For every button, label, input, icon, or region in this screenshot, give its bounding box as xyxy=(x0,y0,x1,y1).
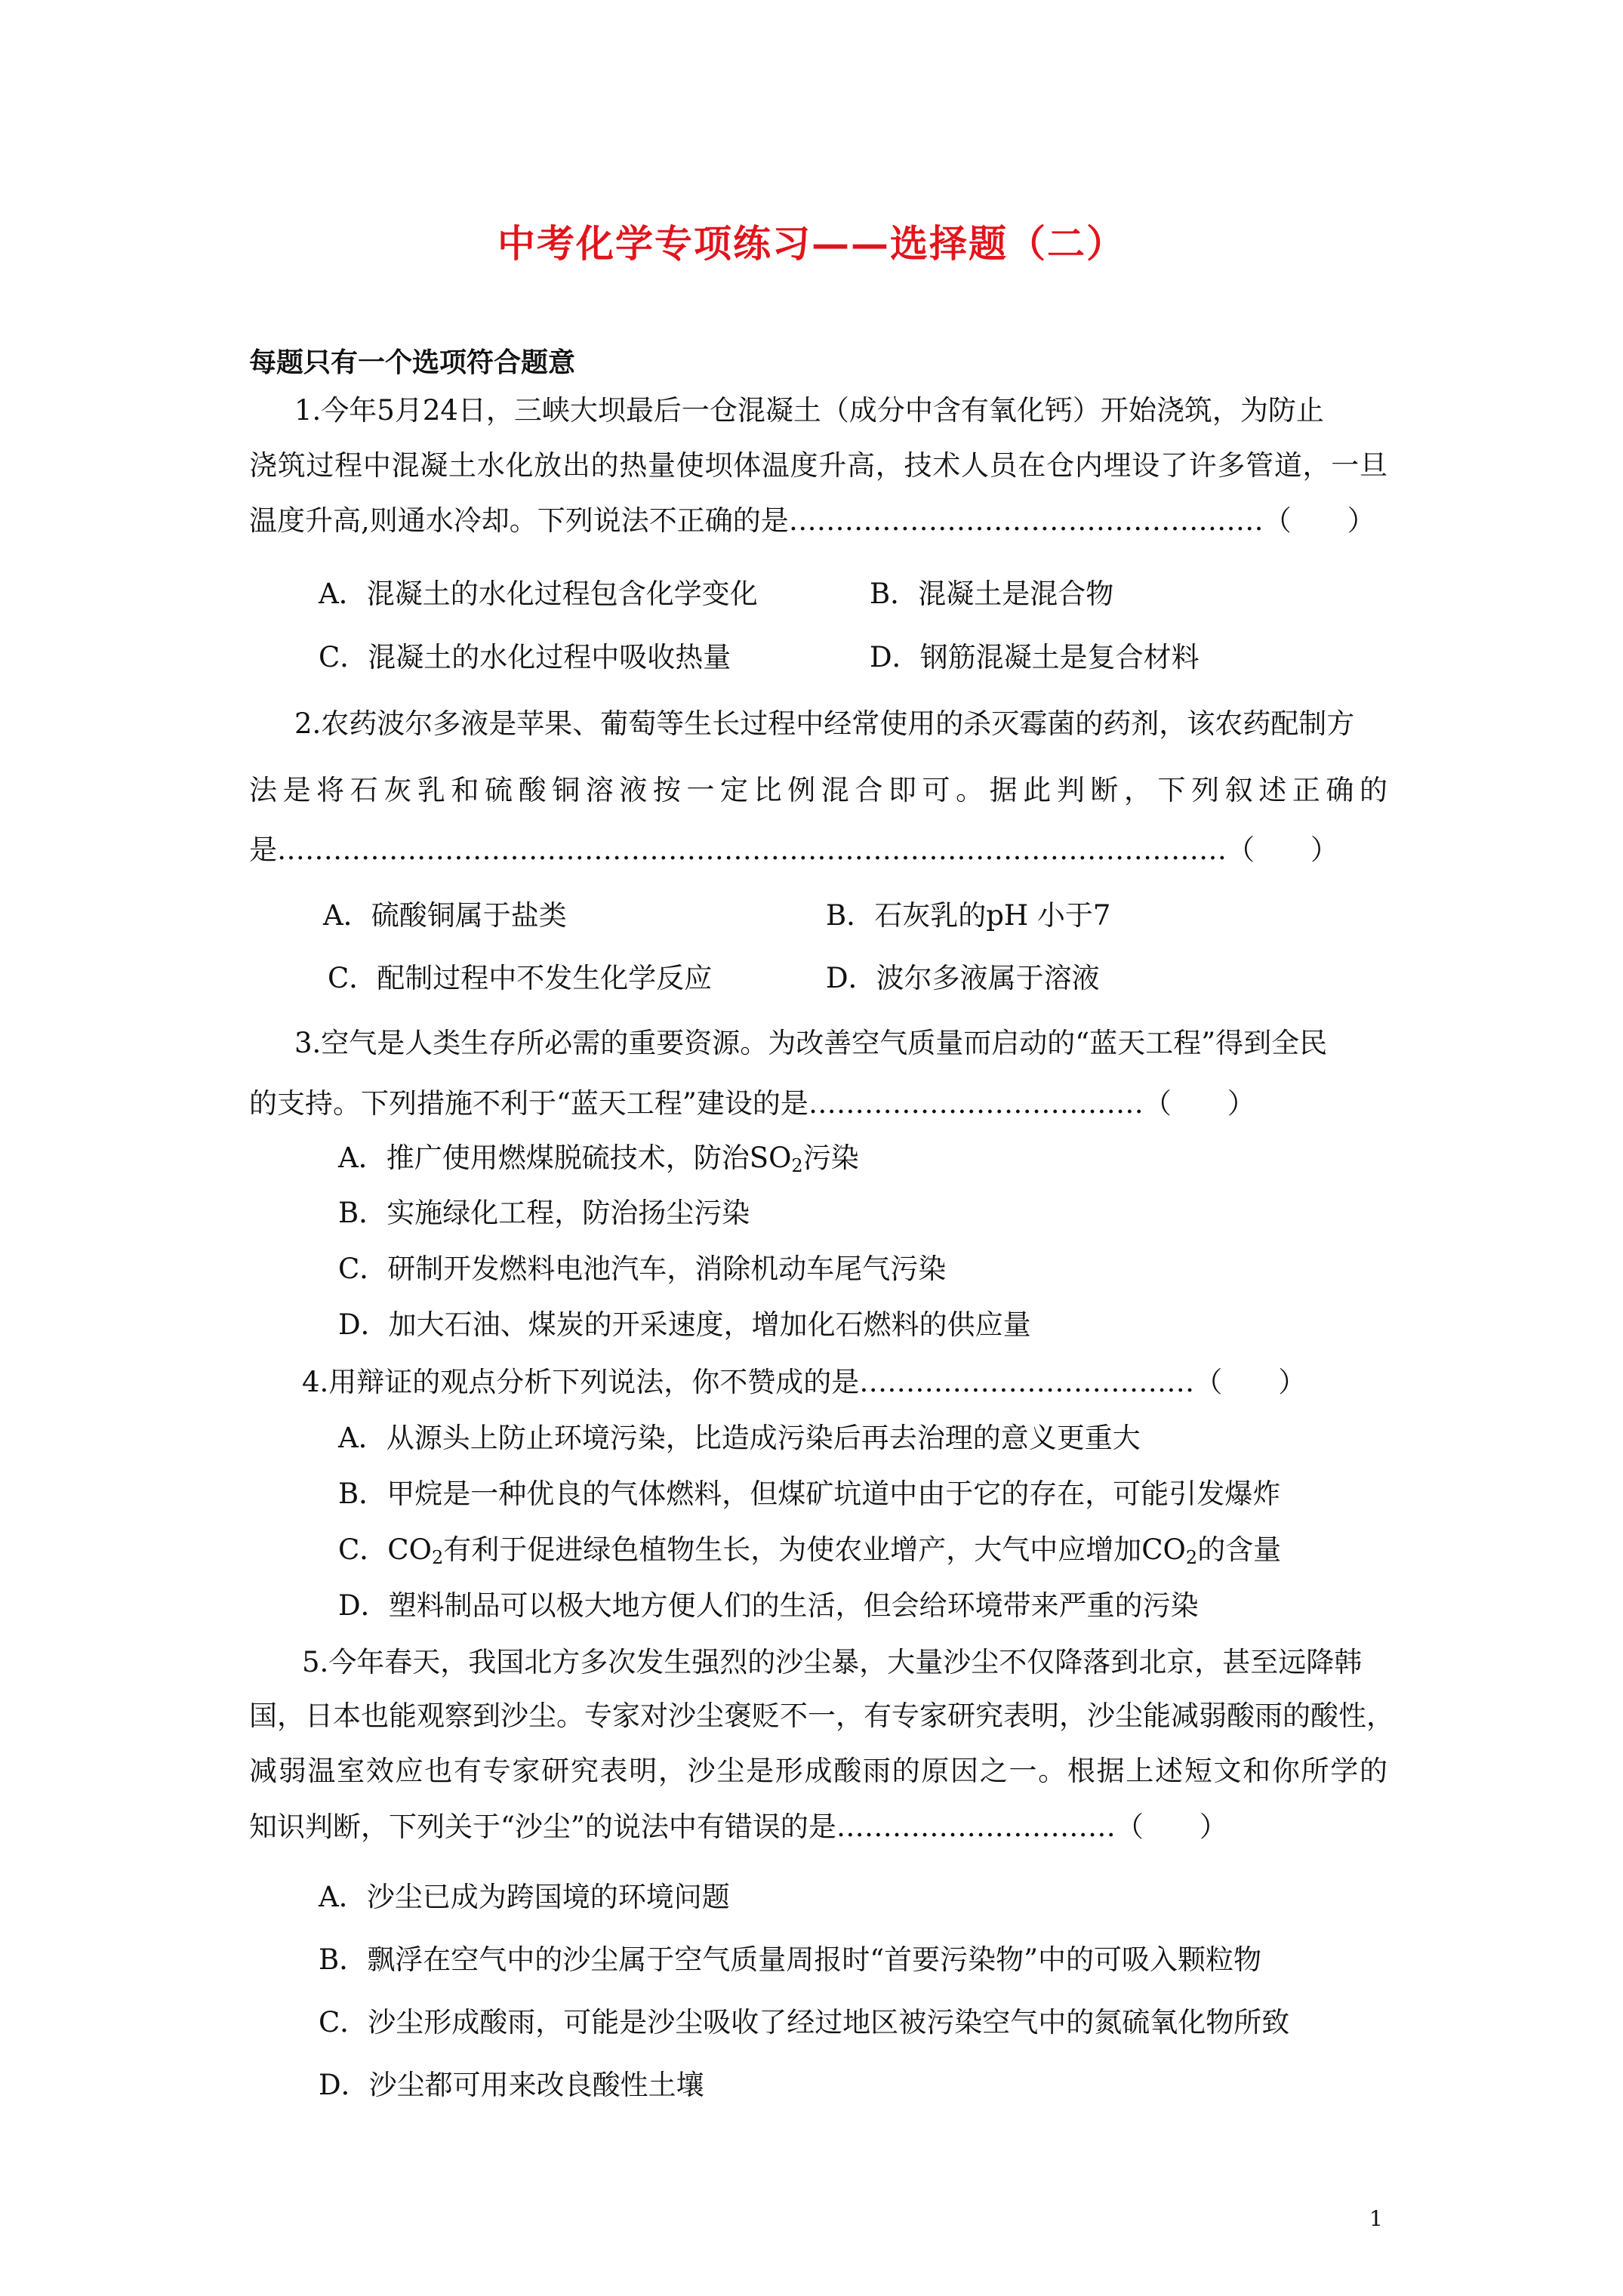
q4-line1: 4.用辩证的观点分析下列说法，你不赞成的是………………………………（ ） xyxy=(302,1366,1307,1398)
q1-line1: 1.今年5月24日，三峡大坝最后一仓混凝土（成分中含有氧化钙）开始浇筑，为防止 xyxy=(294,394,1324,427)
q1-option-c: C．混凝土的水化过程中吸收热量 xyxy=(319,641,731,673)
q5-line2: 国，日本也能观察到沙尘。专家对沙尘褒贬不一，有专家研究表明，沙尘能减弱酸雨的酸性， xyxy=(249,1700,1394,1732)
q3-option-d: D．加大石油、煤炭的开采速度，增加化石燃料的供应量 xyxy=(338,1308,1031,1341)
q4-option-d: D．塑料制品可以极大地方便人们的生活，但会给环境带来严重的污染 xyxy=(338,1589,1199,1622)
q1-option-d: D．钢筋混凝土是复合材料 xyxy=(870,641,1200,673)
q2-option-d: D．波尔多液属于溶液 xyxy=(826,962,1100,994)
q5-line3: 减弱温室效应也有专家研究表明，沙尘是形成酸雨的原因之一。根据上述短文和你所学的 xyxy=(249,1755,1387,1787)
q1-line2: 浇筑过程中混凝土水化放出的热量使坝体温度升高，技术人员在仓内埋设了许多管道，一旦 xyxy=(249,449,1387,482)
q1-option-a: A．混凝土的水化过程包含化学变化 xyxy=(319,578,758,610)
q5-option-c: C．沙尘形成酸雨，可能是沙尘吸收了经过地区被污染空气中的氮硫氧化物所致 xyxy=(319,2006,1290,2039)
q2-line3: 是…………………………………………………………………………………………（ ） xyxy=(249,834,1338,866)
q5-option-a: A．沙尘已成为跨国境的环境问题 xyxy=(319,1881,730,1913)
q5-option-b: B．飘浮在空气中的沙尘属于空气质量周报时“首要污染物”中的可吸入颗粒物 xyxy=(319,1943,1262,1976)
page-number: 1 xyxy=(1369,2206,1383,2231)
q5-line4: 知识判断，下列关于“沙尘”的说法中有错误的是…………………………（ ） xyxy=(249,1811,1227,1843)
q4-option-b: B．甲烷是一种优良的气体燃料，但煤矿坑道中由于它的存在，可能引发爆炸 xyxy=(338,1478,1281,1510)
q2-option-c: C．配制过程中不发生化学反应 xyxy=(328,962,713,994)
q2-line2: 法是将石灰乳和硫酸铜溶液按一定比例混合即可。据此判断，下列叙述正确的 xyxy=(249,774,1387,806)
q5-option-d: D．沙尘都可用来改良酸性土壤 xyxy=(319,2069,704,2101)
q4-option-c: C．$CO_2$有利于促进绿色植物生长，为使农业增产，大气中应增加$CO_2$的含量 xyxy=(338,1533,1282,1568)
instruction-text: 每题只有一个选项符合题意 xyxy=(249,347,576,378)
q3-option-a: A．推广使用燃煤脱硫技术，防治$SO_2$污染 xyxy=(338,1142,859,1176)
q3-option-c: C．研制开发燃料电池汽车，消除机动车尾气污染 xyxy=(338,1253,947,1285)
q2-option-a: A．硫酸铜属于盐类 xyxy=(323,899,567,932)
q2-option-b: B．石灰乳的pH 小于7 xyxy=(826,899,1111,932)
q2-line1: 2.农药波尔多液是苹果、葡萄等生长过程中经常使用的杀灭霉菌的药剂，该农药配制方 xyxy=(294,707,1355,740)
page-title: 中考化学专项练习——选择题（二） xyxy=(497,221,1126,266)
q3-line2: 的支持。下列措施不利于“蓝天工程”建设的是………………………………（ ） xyxy=(249,1087,1255,1120)
q4-option-a: A．从源头上防止环境污染，比造成污染后再去治理的意义更重大 xyxy=(338,1422,1141,1454)
q1-line3: 温度升高,则通水冷却。下列说法不正确的是……………………………………………（ ） xyxy=(249,504,1375,537)
q3-line1: 3.空气是人类生存所必需的重要资源。为改善空气质量而启动的“蓝天工程”得到全民 xyxy=(294,1027,1328,1059)
q5-line1: 5.今年春天，我国北方多次发生强烈的沙尘暴，大量沙尘不仅降落到北京，甚至远降韩 xyxy=(302,1646,1363,1678)
q3-option-b: B．实施绿化工程，防治扬尘污染 xyxy=(338,1197,750,1229)
q1-option-b: B．混凝土是混合物 xyxy=(870,578,1114,610)
